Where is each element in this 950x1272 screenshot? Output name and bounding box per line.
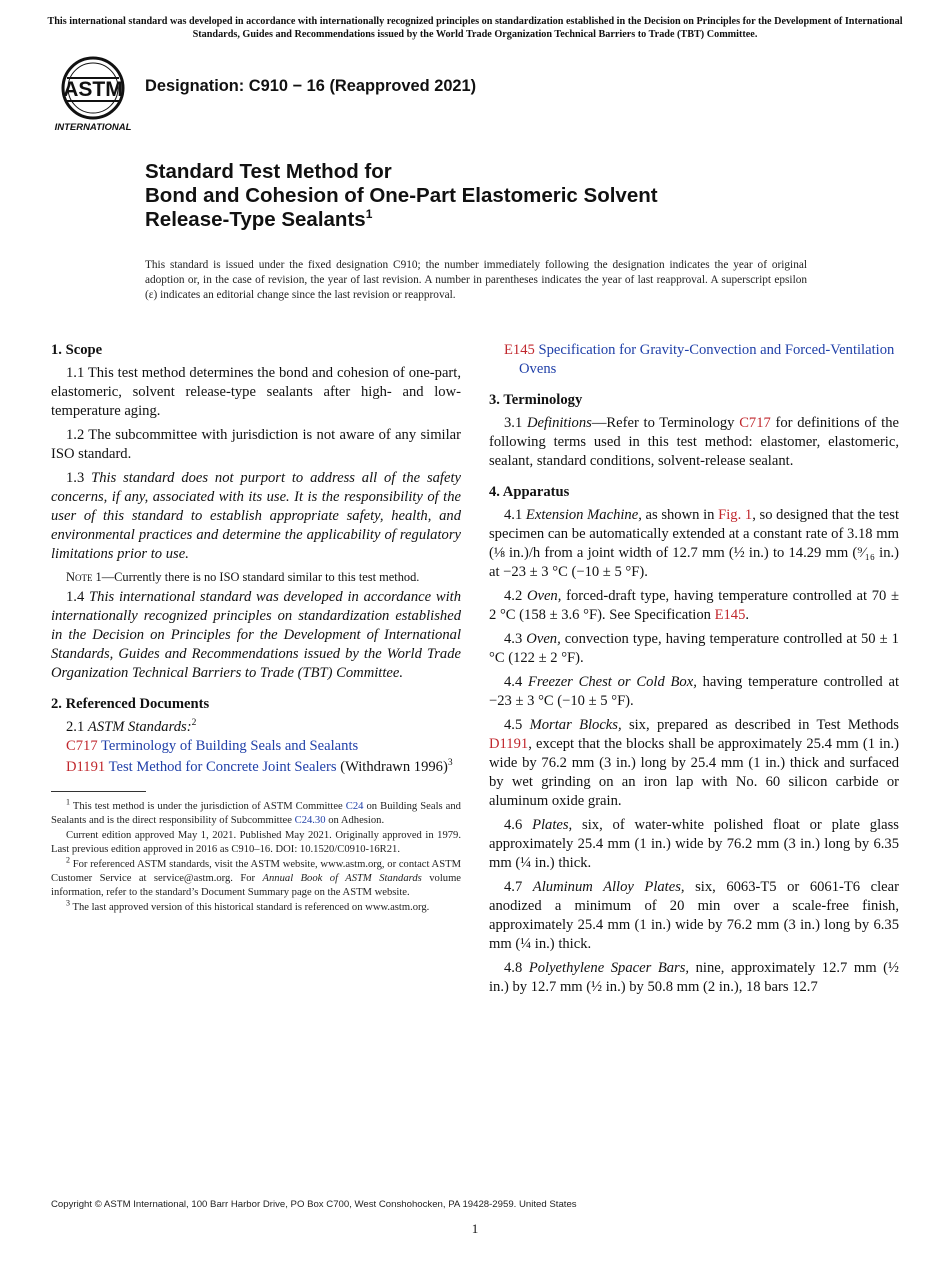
para-4-7-text: six, 6063-T5 or 6061-T6 clear anodized a minimum of 20 min over a scale-free finish, approximately 25.4 mm (1 in.) wide by 76.2 mm (3 in.) long by 6.35 mm (¼ in.) thick. (489, 879, 899, 952)
para-4-3-term: Oven, (526, 631, 561, 647)
note-1-text: —Currently there is no ISO standard similar to this test method. (101, 570, 420, 584)
para-3-1-text-a: —Refer to Terminology (591, 415, 735, 431)
para-4-8 (489, 959, 899, 997)
note-1 (51, 569, 461, 585)
section-heading-apparatus: 4. Apparatus (489, 484, 570, 500)
footnote-3-mark: 3 (66, 898, 70, 908)
para-4-3 (489, 630, 899, 668)
para-4-2 (489, 587, 899, 625)
svg-text:ASTM: ASTM (63, 78, 123, 101)
note-1-label: Note 1 (66, 570, 102, 584)
footnote-1-text-a: This test method is under the jurisdiction of ASTM Committee (72, 801, 343, 812)
para-4-5-link-d1191[interactable]: D1191 (489, 736, 529, 752)
title-line-1: Standard Test Method for (145, 160, 392, 183)
para-2-1-text: ASTM Standards: (87, 719, 192, 735)
para-4-6-number: 4.6 (504, 817, 523, 833)
left-column (51, 341, 461, 916)
para-4-4 (489, 673, 899, 711)
para-4-6 (489, 816, 899, 873)
para-4-8-term: Polyethylene Spacer Bars, (528, 960, 690, 976)
footnote-1-edition: Current edition approved May 1, 2021. Published May 2021. Originally approved in 1979. Last previous edition approved in 2016 as C910–16. DOI: 10.1520/C0910-16R21. (51, 830, 461, 855)
section-heading-scope: 1. Scope (51, 342, 103, 358)
issuance-statement: This standard is issued under the fixed designation C910; the number immediately following the designation indicates the year of original adoption or, in the case of revision, the year of last revision. A number in parentheses indicates the year of last reapproval. A superscript epsilon (ε) indicates an editorial change since the last revision or reapproval. (145, 259, 807, 301)
ref-d1191-code-link[interactable]: D1191 (66, 759, 106, 775)
footnote-1-link-c24[interactable]: C24 (345, 801, 364, 812)
para-4-8-text: nine, approximately 12.7 mm (½ in.) by 12.7 mm (½ in.) by 50.8 mm (2 in.), 18 bars 12.7 (489, 960, 899, 995)
footnote-2 (51, 855, 462, 900)
footnote-1 (51, 797, 461, 828)
para-4-5-term: Mortar Blocks, (529, 717, 622, 733)
para-4-7-term: Aluminum Alloy Plates, (532, 879, 685, 895)
ref-d1191-suffix: (Withdrawn 1996) (340, 759, 448, 775)
para-3-1-link-c717[interactable]: C717 (739, 415, 771, 431)
footnote-2-text-b: volume information, refer to the standard’s Document Summary page on the ASTM website. (51, 873, 462, 898)
para-3-1 (489, 414, 899, 471)
para-4-8-number: 4.8 (504, 960, 523, 976)
para-4-4-text: having temperature controlled at −23 ± 3 °C (−10 ± 5 °F). (489, 674, 899, 709)
para-4-7-number: 4.7 (504, 879, 523, 895)
footnote-2-mark: 2 (66, 855, 70, 865)
ref-d1191 (51, 758, 461, 777)
para-3-1-number: 3.1 (504, 415, 523, 431)
para-4-2-number: 4.2 (504, 588, 523, 604)
footnote-1-mark: 1 (66, 797, 70, 807)
title-footnote-mark: 1 (365, 207, 373, 222)
section-heading-terminology: 3. Terminology (489, 392, 583, 408)
para-4-3-text: convection type, having temperature controlled at 50 ± 1 °C (122 ± 2 °F). (489, 631, 899, 666)
logo-wordmark: INTERNATIONAL (54, 122, 132, 133)
tbt-notice: This international standard was developed in accordance with internationally recognized principles on standardization established in the Decision on Principles for the Development of International Standards, Guides and Recommendations issued by the World Trade Organization Technical Barriers to Trade (TBT) Committee. (47, 16, 903, 40)
para-2-1 (51, 718, 461, 737)
para-1-4 (51, 588, 461, 683)
footnote-3 (51, 898, 461, 915)
ref-e145-title-link[interactable]: Specification for Gravity-Convection and Forced-Ventilation Ovens (519, 342, 895, 377)
para-2-1-number: 2.1 (66, 719, 85, 735)
para-4-1-link-fig1[interactable]: Fig. 1 (718, 507, 753, 523)
para-4-5 (489, 716, 899, 811)
footnote-1-text-c: on Adhesion. (328, 815, 385, 826)
para-4-1-text-b: , so designed that the test specimen can be automatically extended at a constant rate of 3.18 mm (⅛ in.)/h from a joint width of 12.7 mm (½ in.) to 14.29 mm (⁹⁄₁₆ in.) at −23 ± 3 °C (−10 ± 5 °F). (489, 507, 900, 580)
designation: Designation: C910 − 16 (Reapproved 2021) (145, 77, 477, 95)
document-title (145, 160, 845, 232)
para-4-2-term: Oven, (526, 588, 562, 604)
para-3-1-text-b: for definitions of the following terms used in this test method: elastomer, elastomeric, sealant, standard conditions, solvent-release sealant. (489, 415, 900, 469)
footnote-divider (51, 791, 146, 792)
footnote-2-italic: Annual Book of ASTM Standards (262, 873, 422, 884)
para-4-1-term: Extension Machine, (525, 507, 642, 523)
footnote-1-link-c2430[interactable]: C24.30 (294, 815, 326, 826)
footnote-3-text: The last approved version of this historical standard is referenced on www.astm.org. (72, 902, 430, 913)
ref-c717-code-link[interactable]: C717 (66, 738, 98, 754)
para-4-4-term: Freezer Chest or Cold Box, (528, 674, 697, 690)
footnote-2-text-a: For referenced ASTM standards, visit the ASTM website, www.astm.org, or contact ASTM Customer Service at service@astm.org. For (51, 859, 461, 884)
para-1-4-number: 1.4 (66, 589, 85, 605)
ref-e145-code-link[interactable]: E145 (504, 342, 535, 358)
ref-d1191-sup: 3 (447, 758, 453, 769)
ref-c717 (51, 737, 461, 756)
para-4-2-link-e145[interactable]: E145 (714, 607, 746, 623)
para-4-4-number: 4.4 (504, 674, 523, 690)
title-line-3 (145, 208, 845, 232)
footnote-1-text-b: on Building Seals and Sealants and is the direct responsibility of Subcommittee (51, 801, 461, 826)
page-number: 1 (471, 1221, 479, 1236)
para-1-1: 1.1 This test method determines the bond and cohesion of one-part, elastomeric, solvent release-type sealants after high- and low-temperature aging. (51, 365, 461, 419)
para-4-3-number: 4.3 (504, 631, 523, 647)
para-4-5-number: 4.5 (504, 717, 523, 733)
para-1-3 (51, 469, 461, 564)
para-4-6-text: six, of water-white polished float or plate glass approximately 25.4 mm (1 in.) wide by 76.2 mm (3 in.) long by 6.35 mm (¼ in.) thick. (489, 817, 899, 871)
ref-c717-title-link[interactable]: Terminology of Building Seals and Sealants (101, 738, 359, 754)
right-column (489, 341, 899, 1002)
para-1-3-number: 1.3 (66, 470, 85, 486)
ref-d1191-title-link[interactable]: Test Method for Concrete Joint Sealers (108, 759, 337, 775)
para-4-5-text-b: , except that the blocks shall be approximately 25.4 mm (1 in.) wide by 76.2 mm (3 in.) long by 25.4 mm (1 in.) thick and surfaced by wet grinding on an iron lap with No. 60 silicon carbide or aluminum oxide grain. (489, 736, 899, 809)
ref-e145 (489, 341, 899, 379)
para-1-2: 1.2 The subcommittee with jurisdiction is not aware of any similar ISO standard. (51, 427, 461, 462)
para-4-5-text-a: six, prepared as described in Test Methods (628, 717, 899, 733)
title-line-2: Bond and Cohesion of One-Part Elastomeric Solvent (145, 184, 658, 207)
para-4-2-text-b: . (745, 607, 750, 623)
para-3-1-term: Definitions (526, 415, 592, 431)
para-4-2-text-a: forced-draft type, having temperature controlled at 70 ± 2 °C (158 ± 3.6 °F). See Specification (489, 588, 899, 623)
para-2-1-sup: 2 (191, 718, 197, 729)
copyright-footer: Copyright © ASTM International, 100 Barr Harbor Drive, PO Box C700, West Conshohocken, PA 19428-2959. United States (51, 1199, 577, 1210)
section-heading-referenced-documents: 2. Referenced Documents (51, 696, 210, 712)
para-1-4-text: This international standard was developed in accordance with internationally recognized principles on standardization established in the Decision on Principles for the Development of International Standards, Guides and Recommendations issued by the World Trade Organization Technical Barriers to Trade (TBT) Committee. (51, 589, 462, 681)
para-4-7 (489, 878, 899, 954)
para-4-6-term: Plates, (532, 817, 573, 833)
title-line-3-text: Release-Type Sealants (145, 208, 366, 231)
para-4-1 (489, 506, 899, 582)
para-1-3-text: This standard does not purport to address all of the safety concerns, if any, associated with its use. It is the responsibility of the user of this standard to establish appropriate safety, health, and environmental practices and determine the applicability of regulatory limitations prior to use. (51, 470, 461, 562)
para-4-1-number: 4.1 (504, 507, 523, 523)
para-4-1-text-a: as shown in (645, 507, 715, 523)
astm-logo (53, 56, 135, 134)
